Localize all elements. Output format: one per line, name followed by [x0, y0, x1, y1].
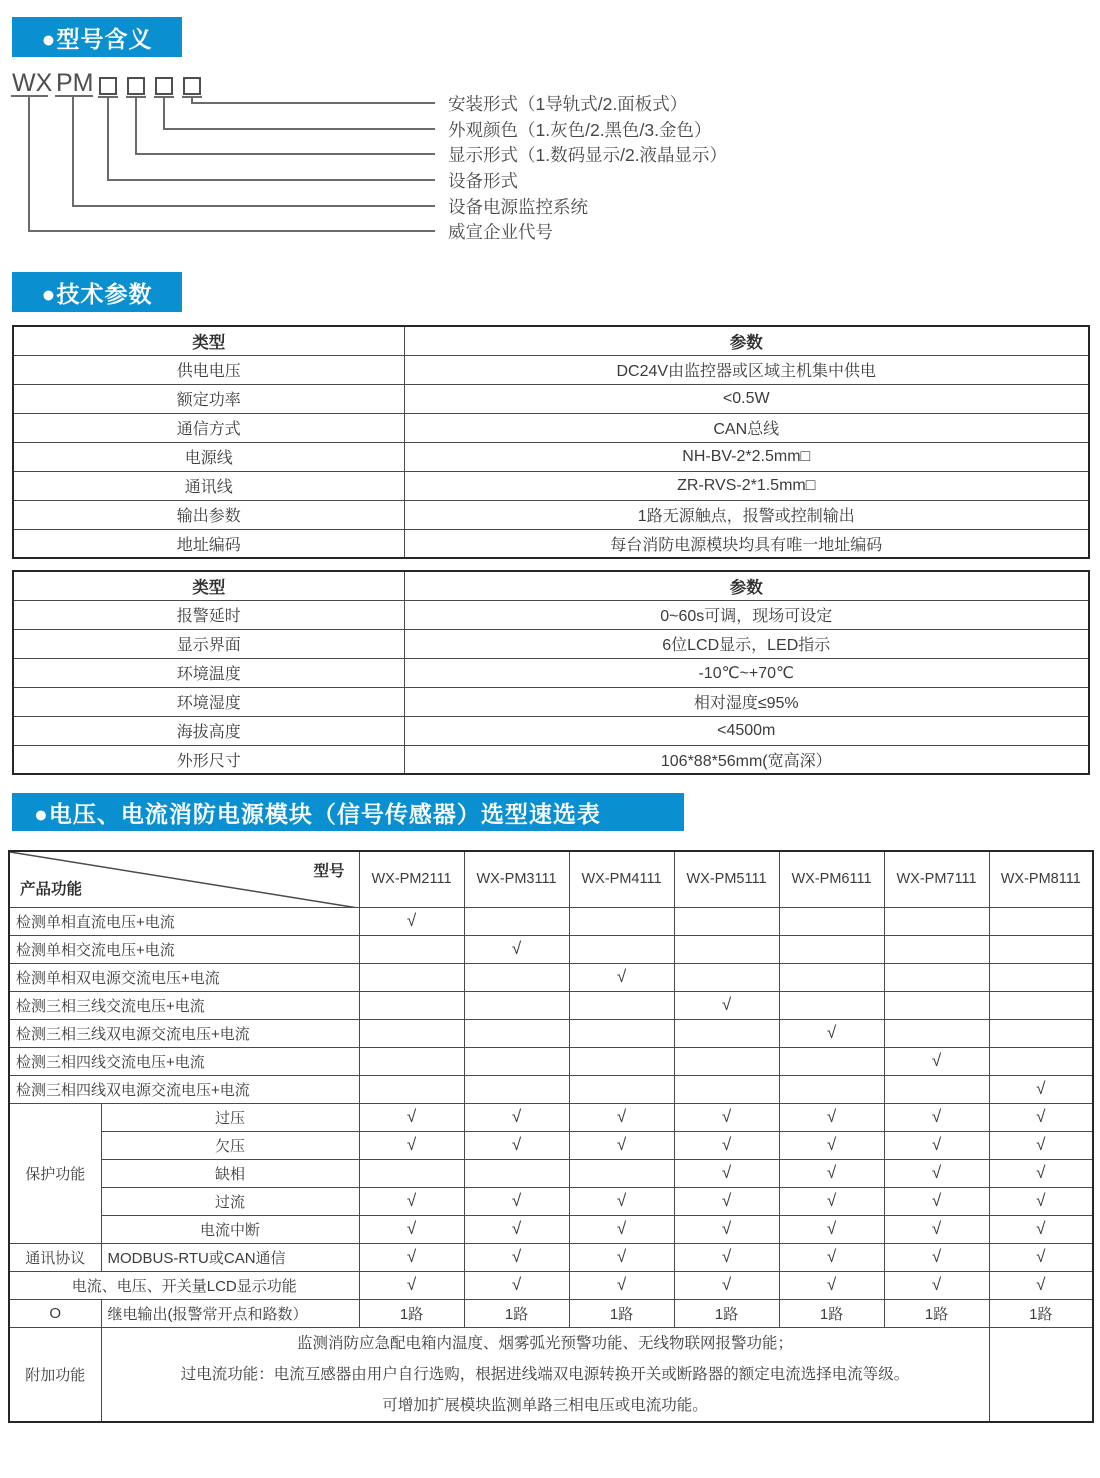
check-cell [989, 1019, 1093, 1047]
model-code-meaning-label: 安装形式（1导轨式/2.面板式） [448, 94, 688, 114]
check-cell: √ [569, 1187, 674, 1215]
relay-output-value-cell: 1路 [674, 1299, 779, 1327]
table-row [13, 745, 1089, 774]
section-tech-params-header [12, 272, 182, 312]
check-cell [464, 1075, 569, 1103]
model-code-prefix-2: PM [56, 69, 94, 97]
check-cell [464, 1159, 569, 1187]
check-cell: √ [464, 1215, 569, 1243]
table-row [9, 1019, 1093, 1047]
check-cell: √ [674, 991, 779, 1019]
relay-output-value-cell: 1路 [569, 1299, 674, 1327]
feature-row-label: 检测单相直流电压+电流 [9, 907, 359, 935]
check-cell [674, 1047, 779, 1075]
check-cell [359, 963, 464, 991]
extra-functions-line: 过电流功能：电流互感器由用户自行选购，根据进线端双电源转换开关或断路器的额定电流选择电流等级。 [180, 1365, 910, 1383]
section-title: ●型号含义 [41, 25, 153, 52]
check-cell [884, 963, 989, 991]
check-cell [884, 907, 989, 935]
table-row [9, 1159, 1093, 1187]
feature-row-label: 检测三相四线交流电压+电流 [9, 1047, 359, 1075]
check-cell: √ [674, 1187, 779, 1215]
param-value-cell: ZR-RVS-2*1.5mm□ [404, 471, 1089, 500]
relay-output-label: 继电输出(报警常开点和路数） [101, 1299, 359, 1327]
relay-group-label: O [9, 1299, 101, 1327]
corner-header-cell [9, 851, 359, 907]
param-type-cell: 外形尺寸 [13, 745, 404, 774]
table-row [13, 658, 1089, 687]
param-type-cell: 额定功率 [13, 384, 404, 413]
check-cell [569, 991, 674, 1019]
check-cell: √ [569, 1271, 674, 1299]
table-row [13, 413, 1089, 442]
check-cell: √ [359, 1215, 464, 1243]
table-row [9, 1075, 1093, 1103]
check-cell [359, 1047, 464, 1075]
relay-output-value-cell: 1路 [779, 1299, 884, 1327]
param-type-cell: 环境温度 [13, 658, 404, 687]
corner-product-function-label: 产品功能 [20, 880, 83, 898]
protection-row-label: 过压 [101, 1103, 359, 1131]
column-header: 类型 [13, 571, 404, 600]
check-cell [569, 1047, 674, 1075]
corner-model-label: 型号 [313, 863, 345, 880]
param-type-cell: 地址编码 [13, 529, 404, 558]
check-cell [989, 935, 1093, 963]
check-cell [359, 1019, 464, 1047]
check-cell: √ [779, 1159, 884, 1187]
check-cell [884, 1075, 989, 1103]
protection-row-label: 过流 [101, 1187, 359, 1215]
check-cell: √ [359, 907, 464, 935]
check-cell [464, 1047, 569, 1075]
check-cell: √ [779, 1215, 884, 1243]
param-type-cell: 报警延时 [13, 600, 404, 629]
check-cell [464, 1019, 569, 1047]
check-cell: √ [884, 1243, 989, 1271]
param-type-cell: 通讯线 [13, 471, 404, 500]
check-cell: √ [464, 1271, 569, 1299]
check-cell [464, 991, 569, 1019]
check-cell: √ [779, 1271, 884, 1299]
check-cell [779, 963, 884, 991]
check-cell [359, 991, 464, 1019]
relay-output-value-cell: 1路 [464, 1299, 569, 1327]
relay-output-value-cell: 1路 [884, 1299, 989, 1327]
param-type-cell: 输出参数 [13, 500, 404, 529]
table-row [13, 442, 1089, 471]
check-cell: √ [884, 1131, 989, 1159]
param-value-cell: 1路无源触点，报警或控制输出 [404, 500, 1089, 529]
check-cell: √ [779, 1187, 884, 1215]
check-cell: √ [779, 1243, 884, 1271]
table-row [9, 907, 1093, 935]
extra-functions-line: 监测消防应急配电箱内温度、烟雾弧光预警功能、无线物联网报警功能； [296, 1334, 793, 1352]
check-cell [569, 907, 674, 935]
check-cell: √ [464, 1131, 569, 1159]
check-cell: √ [569, 1215, 674, 1243]
check-cell: √ [884, 1047, 989, 1075]
section-title: ●技术参数 [41, 280, 153, 307]
check-cell: √ [884, 1103, 989, 1131]
feature-row-label: 检测三相三线双电源交流电压+电流 [9, 1019, 359, 1047]
model-code-box-3 [156, 78, 172, 94]
check-cell [569, 1075, 674, 1103]
check-cell [359, 935, 464, 963]
check-cell: √ [464, 1103, 569, 1131]
check-cell: √ [989, 1243, 1093, 1271]
check-cell [884, 935, 989, 963]
table-header-row [13, 571, 1089, 600]
table-row [13, 629, 1089, 658]
check-cell: √ [674, 1215, 779, 1243]
model-column-header: WX-PM6111 [779, 851, 884, 907]
check-cell: √ [989, 1215, 1093, 1243]
check-cell: √ [989, 1187, 1093, 1215]
check-cell [779, 991, 884, 1019]
table-row [13, 687, 1089, 716]
check-cell: √ [464, 1187, 569, 1215]
check-cell: √ [674, 1159, 779, 1187]
param-value-cell: 0~60s可调，现场可设定 [404, 600, 1089, 629]
lcd-display-row-label: 电流、电压、开关量LCD显示功能 [9, 1271, 359, 1299]
section-title: ●电压、电流消防电源模块（信号传感器）选型速选表 [34, 800, 601, 827]
check-cell [674, 963, 779, 991]
protection-row-label: 电流中断 [101, 1215, 359, 1243]
check-cell [779, 1075, 884, 1103]
check-cell: √ [569, 963, 674, 991]
table-row [9, 1271, 1093, 1299]
section-selection-table-header [12, 793, 684, 831]
tech-params-table-1 [12, 325, 1090, 559]
table-row [9, 1243, 1093, 1271]
check-cell: √ [359, 1271, 464, 1299]
table-row [9, 1215, 1093, 1243]
table-row [9, 1131, 1093, 1159]
feature-row-label: 检测单相交流电压+电流 [9, 935, 359, 963]
model-column-header: WX-PM5111 [674, 851, 779, 907]
check-cell: √ [464, 935, 569, 963]
extra-functions-group-label: 附加功能 [9, 1327, 101, 1422]
check-cell: √ [989, 1131, 1093, 1159]
model-column-header: WX-PM7111 [884, 851, 989, 907]
check-cell [989, 963, 1093, 991]
table-row [9, 1327, 1093, 1422]
table-header-row [13, 326, 1089, 355]
protection-group-label: 保护功能 [9, 1103, 101, 1243]
param-value-cell: <4500m [404, 716, 1089, 745]
check-cell: √ [779, 1103, 884, 1131]
param-value-cell: <0.5W [404, 384, 1089, 413]
check-cell [569, 1019, 674, 1047]
param-value-cell: -10℃~+70℃ [404, 658, 1089, 687]
feature-row-label: 检测单相双电源交流电压+电流 [9, 963, 359, 991]
table-row [9, 935, 1093, 963]
check-cell [359, 1075, 464, 1103]
extra-functions-cell [101, 1327, 989, 1422]
table-row [9, 1299, 1093, 1327]
check-cell: √ [569, 1131, 674, 1159]
comm-protocol-label: MODBUS-RTU或CAN通信 [101, 1243, 359, 1271]
check-cell: √ [674, 1131, 779, 1159]
check-cell [989, 1047, 1093, 1075]
check-cell: √ [674, 1271, 779, 1299]
tech-params-table-2 [12, 570, 1090, 775]
param-value-cell: DC24V由监控器或区域主机集中供电 [404, 355, 1089, 384]
check-cell [989, 991, 1093, 1019]
feature-row-label: 检测三相四线双电源交流电压+电流 [9, 1075, 359, 1103]
check-cell: √ [464, 1243, 569, 1271]
check-cell [884, 1019, 989, 1047]
comm-protocol-group-label: 通讯协议 [9, 1243, 101, 1271]
check-cell: √ [359, 1103, 464, 1131]
relay-output-value-cell: 1路 [359, 1299, 464, 1327]
check-cell [779, 907, 884, 935]
model-code-box-2 [128, 78, 144, 94]
extra-functions-line: 可增加扩展模块监测单路三相电压或电流功能。 [382, 1396, 708, 1414]
check-cell [359, 1159, 464, 1187]
check-cell [779, 935, 884, 963]
check-cell: √ [989, 1159, 1093, 1187]
table-row [9, 1103, 1093, 1131]
model-code-meaning-label: 显示形式（1.数码显示/2.液晶显示） [448, 145, 728, 165]
check-cell [674, 1075, 779, 1103]
protection-row-label: 缺相 [101, 1159, 359, 1187]
table-row [13, 355, 1089, 384]
check-cell [569, 1159, 674, 1187]
check-cell: √ [989, 1075, 1093, 1103]
check-cell: √ [989, 1103, 1093, 1131]
check-cell: √ [884, 1215, 989, 1243]
model-code-meaning-label: 设备形式 [448, 171, 518, 191]
model-code-box-1 [100, 78, 116, 94]
model-selection-table [8, 850, 1094, 1423]
check-cell: √ [779, 1019, 884, 1047]
check-cell [989, 907, 1093, 935]
check-cell [674, 1019, 779, 1047]
check-cell: √ [674, 1103, 779, 1131]
table-row [13, 529, 1089, 558]
param-type-cell: 电源线 [13, 442, 404, 471]
param-type-cell: 供电电压 [13, 355, 404, 384]
check-cell: √ [989, 1271, 1093, 1299]
param-value-cell: CAN总线 [404, 413, 1089, 442]
param-value-cell: 相对湿度≤95% [404, 687, 1089, 716]
model-code-box-4 [184, 78, 200, 94]
feature-row-label: 检测三相三线交流电压+电流 [9, 991, 359, 1019]
model-column-header: WX-PM2111 [359, 851, 464, 907]
param-type-cell: 环境湿度 [13, 687, 404, 716]
check-cell [464, 907, 569, 935]
check-cell: √ [359, 1187, 464, 1215]
table-row [13, 600, 1089, 629]
model-column-header: WX-PM3111 [464, 851, 569, 907]
param-value-cell: 106*88*56mm(宽高深） [404, 745, 1089, 774]
check-cell: √ [674, 1243, 779, 1271]
check-cell: √ [569, 1103, 674, 1131]
check-cell: √ [359, 1243, 464, 1271]
model-column-header: WX-PM8111 [989, 851, 1093, 907]
check-cell: √ [779, 1131, 884, 1159]
check-cell: √ [569, 1243, 674, 1271]
check-cell: √ [359, 1131, 464, 1159]
table-row [9, 1187, 1093, 1215]
section-model-meaning-header [12, 17, 182, 57]
table-row [13, 384, 1089, 413]
relay-output-value-cell: 1路 [989, 1299, 1093, 1327]
model-code-meaning-label: 威宣企业代号 [448, 222, 553, 242]
param-type-cell: 海拔高度 [13, 716, 404, 745]
param-type-cell: 显示界面 [13, 629, 404, 658]
model-column-header: WX-PM4111 [569, 851, 674, 907]
column-header: 参数 [404, 571, 1089, 600]
check-cell: √ [884, 1159, 989, 1187]
table-row [9, 963, 1093, 991]
check-cell [779, 1047, 884, 1075]
check-cell [674, 907, 779, 935]
model-code-meaning-label: 设备电源监控系统 [448, 197, 588, 217]
model-code-prefix-1: WX [12, 69, 53, 97]
param-value-cell: 每台消防电源模块均具有唯一地址编码 [404, 529, 1089, 558]
table-row [13, 716, 1089, 745]
table-row [9, 1047, 1093, 1075]
column-header: 参数 [404, 326, 1089, 355]
model-code-meaning-label: 外观颜色（1.灰色/2.黑色/3.金色） [448, 120, 712, 140]
check-cell: √ [884, 1187, 989, 1215]
protection-row-label: 欠压 [101, 1131, 359, 1159]
table-row [13, 471, 1089, 500]
param-type-cell: 通信方式 [13, 413, 404, 442]
column-header: 类型 [13, 326, 404, 355]
model-code-diagram [0, 57, 1100, 260]
check-cell: √ [884, 1271, 989, 1299]
check-cell [464, 963, 569, 991]
table-row [13, 500, 1089, 529]
param-value-cell: NH-BV-2*2.5mm□ [404, 442, 1089, 471]
check-cell [884, 991, 989, 1019]
check-cell [674, 935, 779, 963]
table-header-row [9, 851, 1093, 907]
table-row [9, 991, 1093, 1019]
param-value-cell: 6位LCD显示，LED指示 [404, 629, 1089, 658]
check-cell [569, 935, 674, 963]
